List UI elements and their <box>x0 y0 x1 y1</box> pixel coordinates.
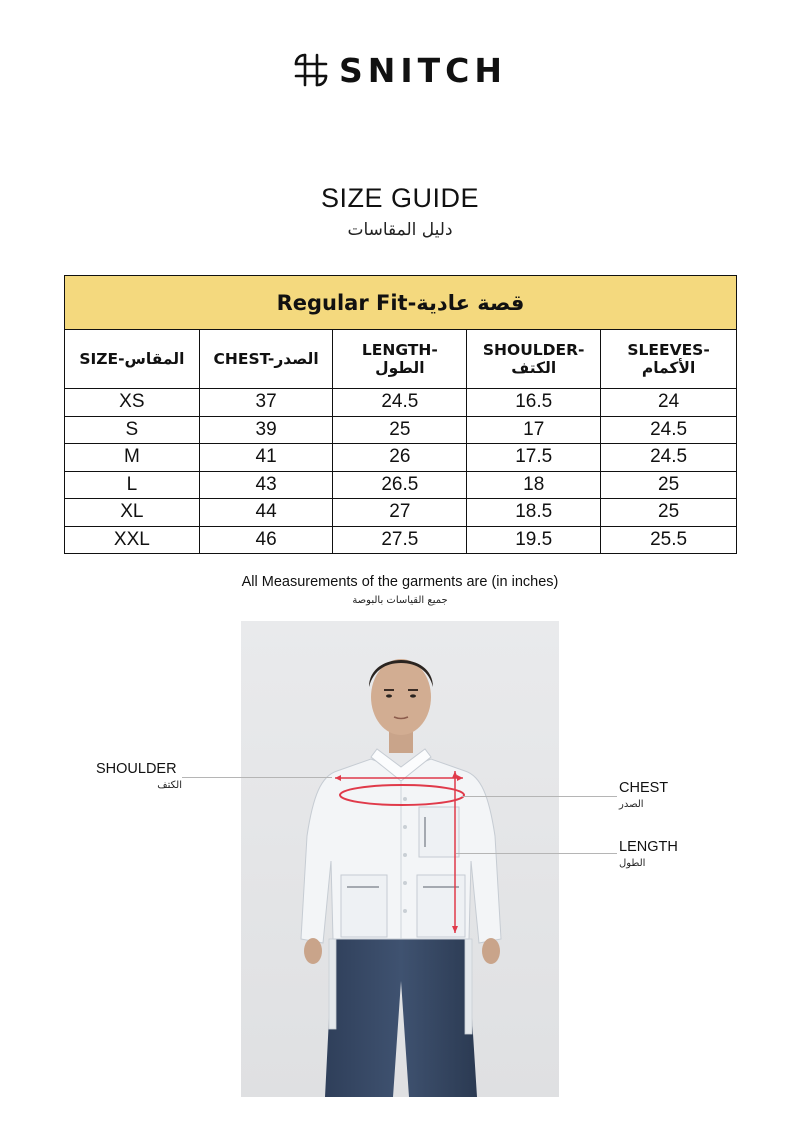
table-cell: 25 <box>601 471 737 499</box>
size-table <box>64 275 737 554</box>
table-cell: 24 <box>601 389 737 417</box>
column-header-label: LENGTH-الطول <box>361 341 438 377</box>
model-illustration <box>241 621 559 1097</box>
table-cell: 18 <box>467 471 601 499</box>
length-label-arabic: الطول <box>619 858 646 869</box>
table-cell: 25.5 <box>601 526 737 554</box>
column-header <box>65 330 200 389</box>
brand-name: SNITCH <box>338 50 507 90</box>
table-cell: 43 <box>199 471 333 499</box>
length-guide-line <box>456 853 617 854</box>
column-header <box>467 330 601 389</box>
shoulder-guide-line <box>182 777 332 778</box>
column-header-label-arabic: الكتف <box>511 359 557 377</box>
column-header-row <box>65 330 737 389</box>
column-header <box>601 330 737 389</box>
table-row <box>65 389 737 417</box>
table-cell: 25 <box>601 499 737 527</box>
table-cell: M <box>65 444 200 472</box>
column-header-label: SHOULDER- <box>482 341 585 359</box>
table-cell: 46 <box>199 526 333 554</box>
page-title: SIZE GUIDE <box>320 183 480 213</box>
hash-knot-logo-icon <box>293 52 329 88</box>
shoulder-label: SHOULDER <box>96 761 177 777</box>
table-cell: XL <box>65 499 200 527</box>
table-cell: 24.5 <box>601 416 737 444</box>
table-cell: 26 <box>333 444 467 472</box>
table-cell: 16.5 <box>467 389 601 417</box>
table-row <box>65 499 737 527</box>
chest-label-arabic: الصدر <box>619 799 644 810</box>
table-cell: 37 <box>199 389 333 417</box>
table-cell: 24.5 <box>601 444 737 472</box>
table-cell: 19.5 <box>467 526 601 554</box>
chest-label: CHEST <box>619 780 669 796</box>
column-header-label: CHEST-الصدر <box>213 350 319 368</box>
table-cell: 39 <box>199 416 333 444</box>
shoulder-label-arabic: الكتف <box>157 780 182 791</box>
column-header-label: SLEEVES- <box>627 341 710 359</box>
table-row <box>65 416 737 444</box>
table-cell: 27 <box>333 499 467 527</box>
table-cell: 27.5 <box>333 526 467 554</box>
table-cell: L <box>65 471 200 499</box>
table-cell: XXL <box>65 526 200 554</box>
table-cell: XS <box>65 389 200 417</box>
column-header <box>199 330 333 389</box>
table-cell: 18.5 <box>467 499 601 527</box>
column-header-label-arabic: الأكمام <box>641 359 696 377</box>
fit-header-row <box>65 276 737 330</box>
model-photo <box>241 621 559 1097</box>
table-row <box>65 526 737 554</box>
fit-label: Regular Fit-قصة عادية <box>65 276 737 330</box>
table-cell: 25 <box>333 416 467 444</box>
measurement-note-arabic: جميع القياسات بالبوصة <box>352 595 448 606</box>
column-header <box>333 330 467 389</box>
table-cell: 24.5 <box>333 389 467 417</box>
table-row <box>65 444 737 472</box>
table-cell: 17.5 <box>467 444 601 472</box>
table-cell: 17 <box>467 416 601 444</box>
measurement-note: All Measurements of the garments are (in inches) <box>241 574 559 590</box>
table-cell: S <box>65 416 200 444</box>
table-cell: 44 <box>199 499 333 527</box>
table-cell: 41 <box>199 444 333 472</box>
column-header-label: SIZE-المقاس <box>79 350 185 368</box>
table-row <box>65 471 737 499</box>
brand-logo <box>0 50 800 90</box>
chest-guide-line <box>462 796 617 797</box>
table-cell: 26.5 <box>333 471 467 499</box>
page-title-arabic: دليل المقاسات <box>347 220 453 240</box>
length-label: LENGTH <box>619 839 678 855</box>
size-table-body <box>65 389 737 554</box>
